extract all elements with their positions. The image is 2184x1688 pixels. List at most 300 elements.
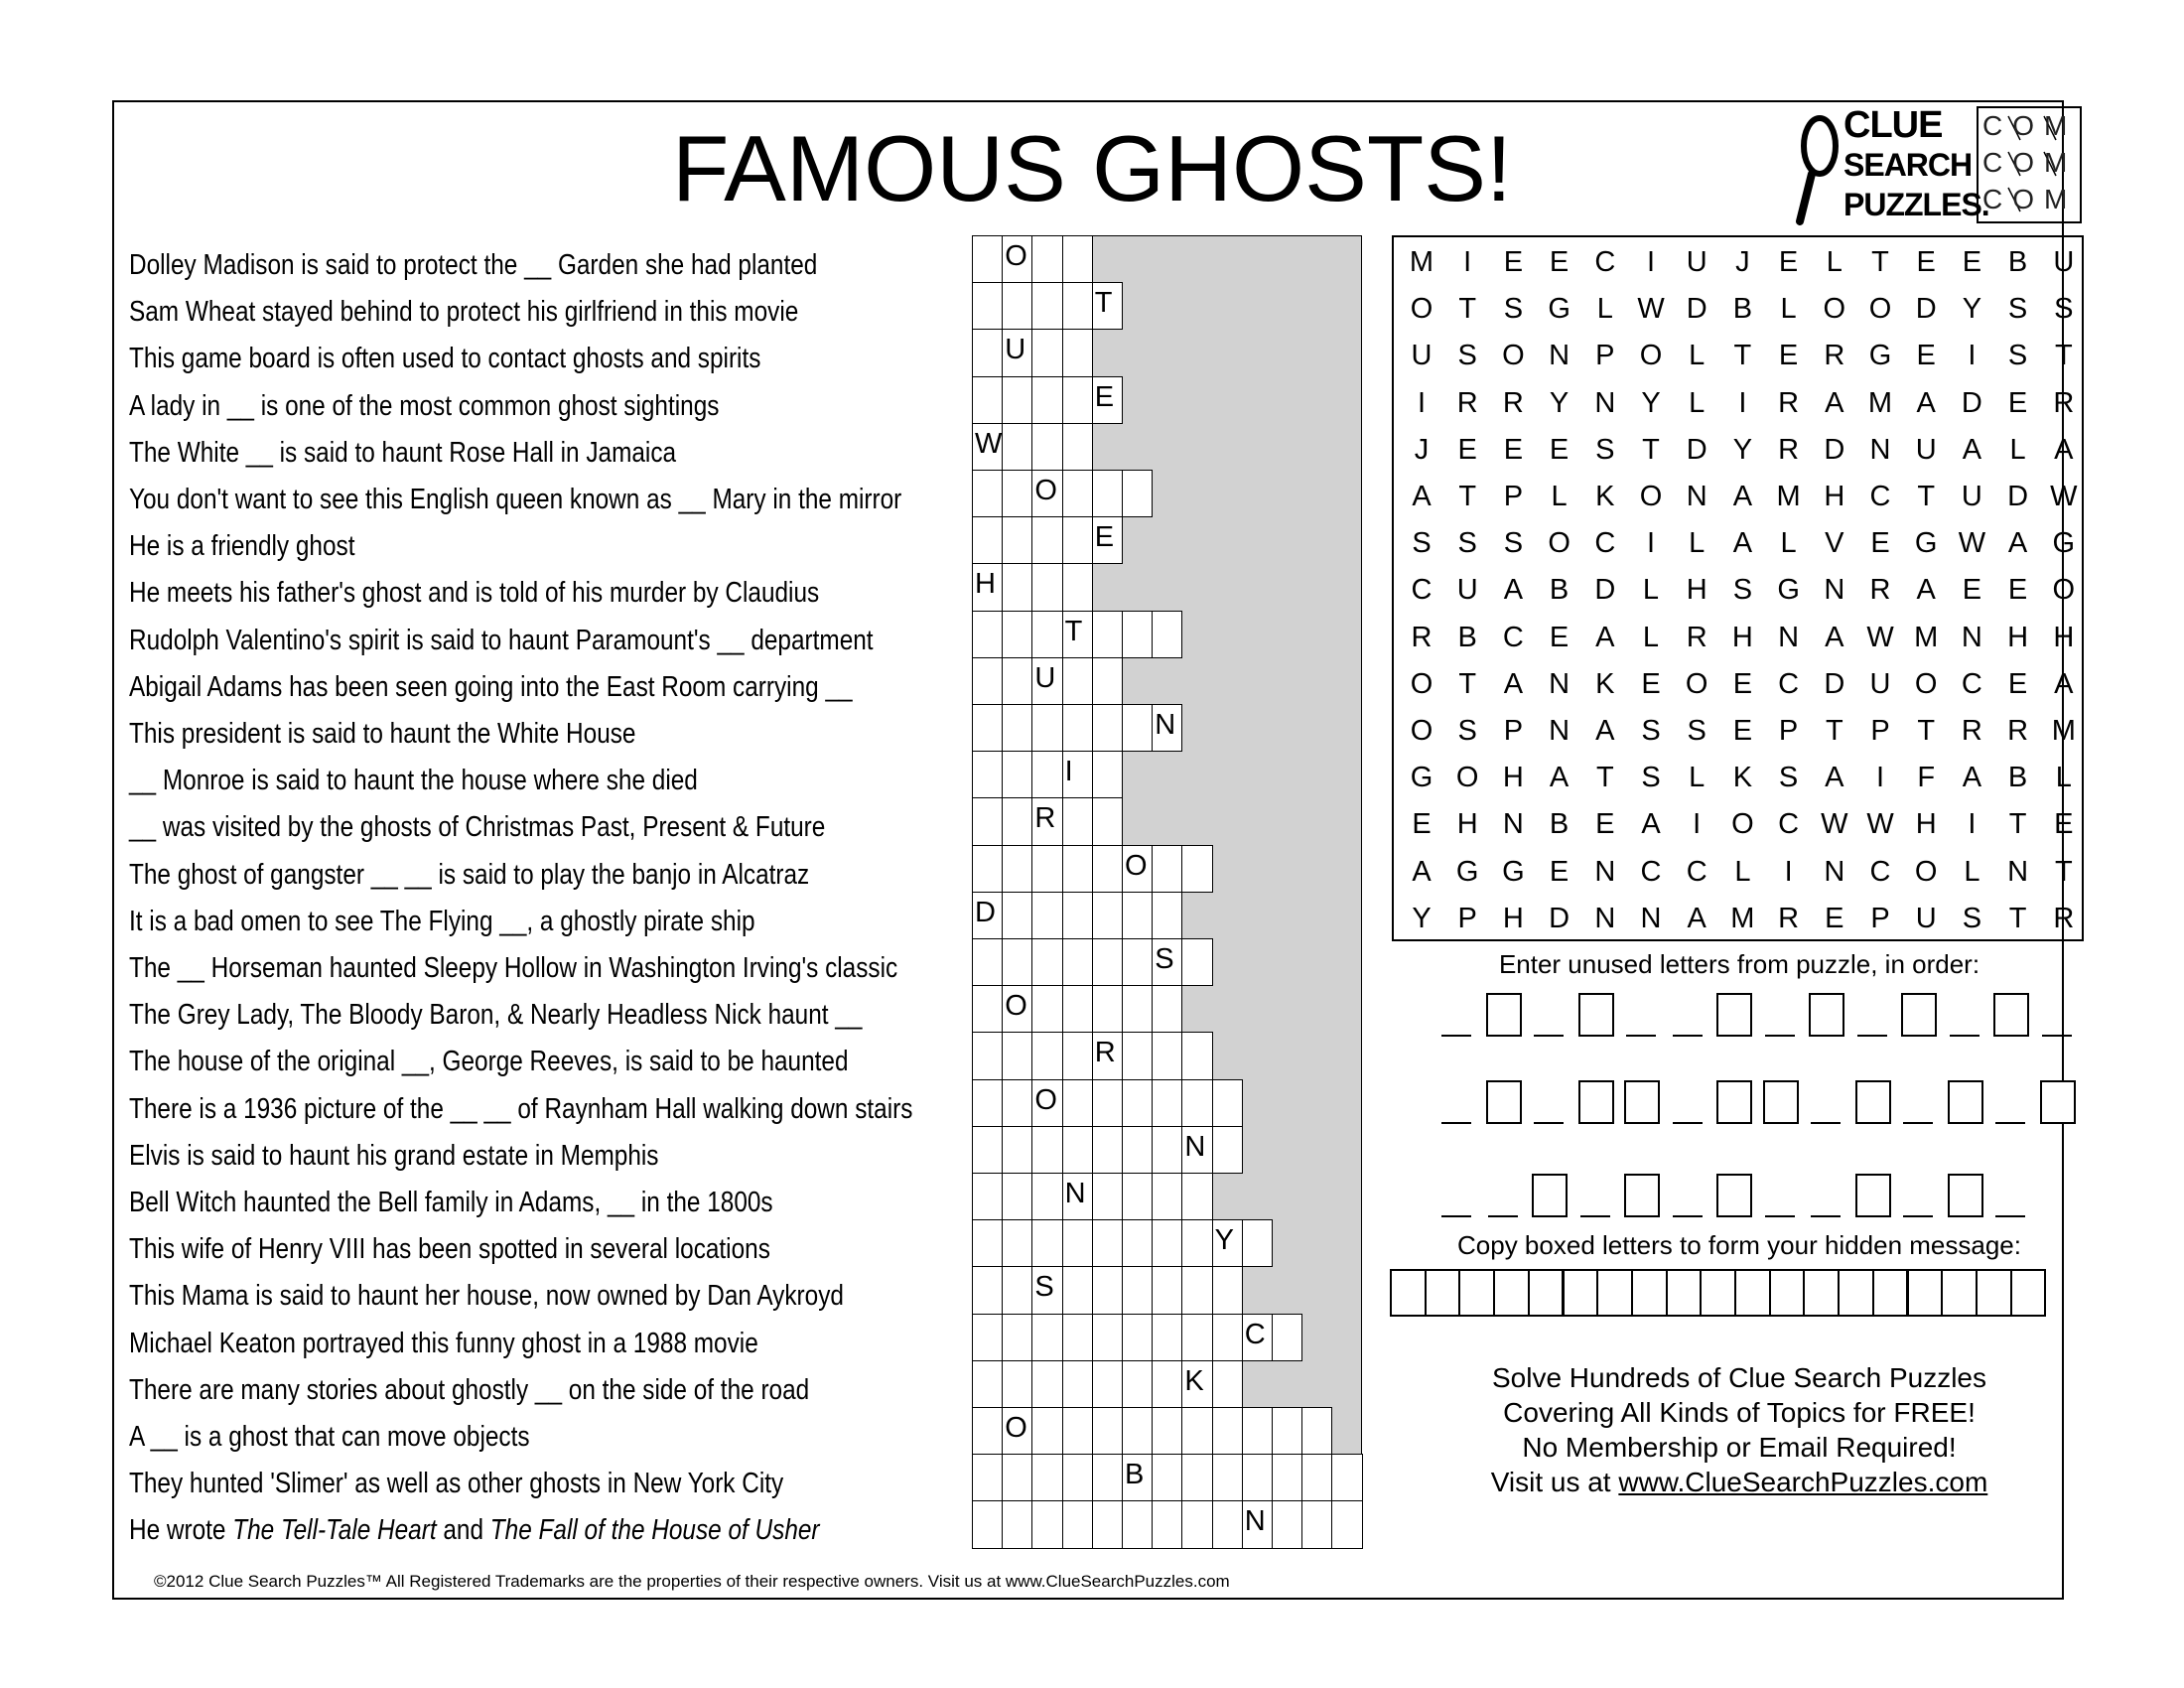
word-search-letter[interactable]: C (1594, 246, 1616, 278)
hidden-message-cell[interactable] (2010, 1269, 2047, 1317)
letter-box[interactable] (1763, 1080, 1799, 1124)
grid-cell[interactable] (972, 704, 1003, 752)
grid-cell[interactable] (1062, 1314, 1093, 1361)
grid-cell[interactable] (1092, 1454, 1123, 1501)
word-search-letter[interactable]: U (1411, 340, 1433, 372)
grid-cell[interactable] (1031, 516, 1062, 564)
word-search-letter[interactable]: I (1646, 246, 1656, 278)
word-search-letter[interactable]: M (1730, 902, 1755, 934)
grid-cell[interactable] (1002, 1032, 1032, 1079)
grid-cell[interactable] (1181, 1454, 1212, 1501)
grid-cell[interactable] (1122, 1314, 1153, 1361)
grid-cell[interactable] (1062, 611, 1093, 658)
word-search-letter[interactable]: I (1968, 808, 1977, 841)
grid-cell[interactable] (1212, 1314, 1243, 1361)
grid-cell[interactable] (1152, 1219, 1182, 1267)
grid-cell[interactable] (1031, 1407, 1062, 1455)
word-search-letter[interactable]: P (1778, 715, 1799, 747)
hidden-message-cell[interactable] (1941, 1269, 1978, 1317)
letter-box[interactable] (1948, 1080, 1983, 1124)
word-search-letter[interactable]: O (1502, 340, 1525, 372)
word-search-letter[interactable]: N (1778, 621, 1800, 653)
grid-cell[interactable] (1301, 1454, 1332, 1501)
word-search-letter[interactable]: G (1502, 855, 1525, 888)
word-search-letter[interactable]: O (1548, 527, 1570, 560)
grid-cell[interactable] (972, 1079, 1003, 1127)
word-search-letter[interactable]: H (1915, 808, 1937, 841)
grid-cell[interactable] (1002, 985, 1032, 1033)
grid-cell[interactable] (972, 892, 1003, 939)
word-search-letter[interactable]: T (1458, 481, 1477, 512)
grid-cell[interactable] (1002, 282, 1032, 330)
word-search-letter[interactable]: S (1778, 762, 1799, 794)
word-search-letter[interactable]: A (1549, 762, 1570, 794)
word-search-letter[interactable]: E (1549, 855, 1570, 888)
hidden-message-cell[interactable] (1458, 1269, 1495, 1317)
grid-cell[interactable] (1002, 563, 1032, 611)
grid-cell[interactable] (1212, 1360, 1243, 1408)
word-search-letter[interactable]: C (1502, 621, 1524, 653)
word-search-letter[interactable]: D (2007, 481, 2029, 512)
word-search-letter[interactable]: S (1962, 902, 1982, 934)
word-search-letter[interactable]: I (1784, 855, 1793, 888)
grid-cell[interactable] (1242, 1407, 1273, 1455)
word-search-letter[interactable]: R (1502, 386, 1524, 419)
grid-cell[interactable] (1062, 1032, 1093, 1079)
word-search-letter[interactable]: D (1594, 574, 1616, 607)
grid-cell[interactable] (1212, 1079, 1243, 1127)
word-search-letter[interactable]: W (1866, 621, 1894, 653)
grid-cell[interactable] (1272, 1314, 1302, 1361)
word-search-letter[interactable]: W (1866, 808, 1894, 841)
word-search-letter[interactable]: N (1824, 855, 1845, 888)
grid-cell[interactable] (1272, 1407, 1302, 1455)
grid-cell[interactable] (972, 282, 1003, 330)
grid-cell[interactable] (1062, 329, 1093, 376)
grid-cell[interactable] (972, 1407, 1003, 1455)
grid-cell[interactable] (1152, 1360, 1182, 1408)
grid-cell[interactable] (972, 1126, 1003, 1174)
grid-cell[interactable] (1122, 1266, 1153, 1314)
grid-cell[interactable] (1092, 1032, 1123, 1079)
hidden-message-cell[interactable] (1390, 1269, 1427, 1317)
grid-cell[interactable] (1181, 938, 1212, 986)
letter-blank[interactable] (1673, 1035, 1703, 1037)
word-search-letter[interactable]: A (1503, 667, 1524, 700)
grid-cell[interactable] (1122, 1032, 1153, 1079)
word-search-letter[interactable]: E (1641, 667, 1661, 700)
grid-cell[interactable] (1062, 282, 1093, 330)
letter-blank[interactable] (1441, 1215, 1471, 1217)
word-search-letter[interactable]: A (2007, 527, 2028, 560)
word-search-letter[interactable]: A (1595, 715, 1615, 747)
letter-blank[interactable] (1488, 1215, 1518, 1217)
grid-cell[interactable] (1092, 797, 1123, 845)
word-search-letter[interactable]: N (1594, 902, 1616, 934)
word-search-letter[interactable]: R (1411, 621, 1433, 653)
grid-cell[interactable] (1242, 1500, 1273, 1548)
word-search-letter[interactable]: R (1778, 433, 1800, 466)
word-search-letter[interactable]: K (1732, 762, 1753, 794)
grid-cell[interactable] (1031, 1500, 1062, 1548)
grid-cell[interactable] (1152, 1454, 1182, 1501)
grid-cell[interactable] (1152, 985, 1182, 1033)
grid-cell[interactable] (1062, 1219, 1093, 1267)
grid-cell[interactable] (1092, 1173, 1123, 1220)
word-search-letter[interactable]: L (1642, 574, 1660, 607)
word-search-letter[interactable]: G (1914, 527, 1938, 560)
grid-cell[interactable] (1092, 704, 1123, 752)
grid-cell[interactable] (1002, 470, 1032, 517)
word-search-letter[interactable]: A (1962, 433, 1982, 466)
word-search-letter[interactable]: N (1961, 621, 1982, 653)
letter-blank[interactable] (1811, 1215, 1841, 1217)
grid-cell[interactable] (1031, 1079, 1062, 1127)
grid-cell[interactable] (972, 657, 1003, 705)
grid-cell[interactable] (972, 235, 1003, 283)
word-search-letter[interactable]: S (1687, 715, 1706, 747)
grid-cell[interactable] (1152, 1407, 1182, 1455)
grid-cell[interactable] (1062, 1454, 1093, 1501)
word-search-letter[interactable]: E (1503, 433, 1524, 466)
word-search-letter[interactable]: E (2007, 667, 2028, 700)
grid-cell[interactable] (1152, 704, 1182, 752)
word-search-letter[interactable]: C (1961, 667, 1982, 700)
word-search-letter[interactable]: C (1594, 527, 1616, 560)
word-search-letter[interactable]: Y (1549, 386, 1570, 419)
word-search-letter[interactable]: R (1824, 340, 1845, 372)
word-search-letter[interactable]: O (1914, 855, 1938, 888)
word-search-letter[interactable]: S (1457, 715, 1477, 747)
grid-cell[interactable] (1062, 1126, 1093, 1174)
word-search-letter[interactable]: S (1641, 762, 1661, 794)
letter-box[interactable] (1855, 1174, 1891, 1217)
grid-cell[interactable] (1181, 845, 1212, 893)
grid-cell[interactable] (1031, 938, 1062, 986)
letter-blank[interactable] (1441, 1035, 1471, 1037)
word-search-letter[interactable]: G (2052, 527, 2076, 560)
grid-cell[interactable] (1152, 938, 1182, 986)
word-search-letter[interactable]: D (1824, 433, 1845, 466)
word-search-letter[interactable]: L (2055, 762, 2072, 794)
word-search-letter[interactable]: A (1412, 855, 1432, 888)
grid-cell[interactable] (1031, 329, 1062, 376)
grid-cell[interactable] (1062, 797, 1093, 845)
word-search-letter[interactable]: C (1778, 808, 1800, 841)
word-search-letter[interactable]: P (1595, 340, 1615, 372)
grid-cell[interactable] (1002, 797, 1032, 845)
word-search-letter[interactable]: H (1686, 574, 1707, 607)
word-search-letter[interactable]: C (1778, 667, 1800, 700)
grid-cell[interactable] (972, 470, 1003, 517)
word-search-letter[interactable]: N (1824, 574, 1845, 607)
grid-cell[interactable] (1062, 470, 1093, 517)
word-search-letter[interactable]: K (1595, 481, 1615, 512)
grid-cell[interactable] (1152, 892, 1182, 939)
word-search-letter[interactable]: E (1457, 433, 1477, 466)
letter-box[interactable] (1855, 1080, 1891, 1124)
word-search-letter[interactable]: E (2054, 808, 2074, 841)
clue-search-puzzles-logo[interactable] (1792, 106, 2086, 229)
grid-cell[interactable] (1031, 1314, 1062, 1361)
word-search-letter[interactable]: S (1641, 715, 1661, 747)
grid-cell[interactable] (1062, 1266, 1093, 1314)
grid-cell[interactable] (1002, 751, 1032, 798)
grid-cell[interactable] (1122, 1500, 1153, 1548)
grid-cell[interactable] (1092, 751, 1123, 798)
letter-box[interactable] (1716, 993, 1752, 1037)
word-search-letter[interactable]: M (1409, 246, 1434, 278)
hidden-message-cell[interactable] (1493, 1269, 1530, 1317)
word-search-letter[interactable]: O (1731, 808, 1754, 841)
word-search-letter[interactable]: C (1640, 855, 1662, 888)
word-search-letter[interactable]: L (1642, 621, 1660, 653)
grid-cell[interactable] (1031, 563, 1062, 611)
word-search-letter[interactable]: O (2052, 574, 2076, 607)
grid-cell[interactable] (1002, 1079, 1032, 1127)
word-search-letter[interactable]: T (1733, 340, 1752, 372)
grid-cell[interactable] (972, 423, 1003, 471)
word-search-letter[interactable]: T (1871, 246, 1889, 278)
grid-cell[interactable] (1181, 1407, 1212, 1455)
letter-blank[interactable] (1765, 1035, 1795, 1037)
word-search-letter[interactable]: S (1503, 293, 1524, 326)
grid-cell[interactable] (1092, 1266, 1123, 1314)
hidden-message-cell[interactable] (1631, 1269, 1668, 1317)
word-search-letter[interactable]: R (2053, 386, 2075, 419)
word-search-letter[interactable]: U (1915, 433, 1937, 466)
word-search-letter[interactable]: D (1824, 667, 1845, 700)
grid-cell[interactable] (1031, 985, 1062, 1033)
word-search-letter[interactable]: E (1825, 902, 1844, 934)
grid-cell[interactable] (1062, 1173, 1093, 1220)
word-search-letter[interactable]: T (1917, 715, 1936, 747)
letter-blank[interactable] (1811, 1122, 1841, 1124)
grid-cell[interactable] (1122, 470, 1153, 517)
grid-cell[interactable] (1092, 1407, 1123, 1455)
grid-cell[interactable] (1092, 1079, 1123, 1127)
letter-box[interactable] (2040, 1080, 2076, 1124)
word-search-letter[interactable]: A (1825, 762, 1844, 794)
grid-cell[interactable] (972, 751, 1003, 798)
grid-cell[interactable] (1181, 1079, 1212, 1127)
grid-cell[interactable] (972, 845, 1003, 893)
word-search-letter[interactable]: U (1869, 667, 1891, 700)
word-search-letter[interactable]: L (1780, 527, 1797, 560)
hidden-message-cell[interactable] (1596, 1269, 1633, 1317)
grid-cell[interactable] (1031, 376, 1062, 424)
grid-cell[interactable] (1092, 845, 1123, 893)
grid-cell[interactable] (1122, 1360, 1153, 1408)
grid-cell[interactable] (1152, 1500, 1182, 1548)
word-search-letter[interactable]: B (1549, 574, 1570, 607)
word-search-letter[interactable]: R (1778, 902, 1800, 934)
word-search-letter[interactable]: R (1778, 386, 1800, 419)
word-search-letter[interactable]: Y (1732, 433, 1753, 466)
word-search-letter[interactable]: N (1549, 667, 1570, 700)
grid-cell[interactable] (972, 329, 1003, 376)
word-search-letter[interactable]: N (1640, 902, 1662, 934)
grid-cell[interactable] (1092, 892, 1123, 939)
letter-box[interactable] (1809, 993, 1844, 1037)
word-search-letter[interactable]: G (1410, 762, 1433, 794)
word-search-letter[interactable]: S (2054, 293, 2074, 326)
grid-cell[interactable] (1002, 1407, 1032, 1455)
letter-box[interactable] (1532, 1174, 1568, 1217)
word-search-letter[interactable]: A (1732, 527, 1753, 560)
grid-cell[interactable] (1002, 704, 1032, 752)
grid-cell[interactable] (1242, 1454, 1273, 1501)
grid-cell[interactable] (1031, 704, 1062, 752)
grid-cell[interactable] (1002, 1126, 1032, 1174)
word-search-letter[interactable]: D (1915, 293, 1937, 326)
grid-cell[interactable] (1031, 611, 1062, 658)
word-search-letter[interactable]: L (1689, 527, 1706, 560)
grid-cell[interactable] (1002, 235, 1032, 283)
word-search-letter[interactable]: T (2054, 855, 2073, 888)
word-search-letter[interactable]: L (1964, 855, 1980, 888)
grid-cell[interactable] (1122, 1407, 1153, 1455)
hidden-message-cell[interactable] (1700, 1269, 1736, 1317)
word-search-letter[interactable]: E (1778, 246, 1799, 278)
grid-cell[interactable] (1062, 845, 1093, 893)
grid-cell[interactable] (1122, 938, 1153, 986)
grid-cell[interactable] (1031, 1173, 1062, 1220)
grid-cell[interactable] (1152, 611, 1182, 658)
grid-cell[interactable] (1092, 985, 1123, 1033)
word-search-letter[interactable]: I (1646, 527, 1656, 560)
letter-blank[interactable] (1626, 1035, 1656, 1037)
word-search-letter[interactable]: L (1689, 340, 1706, 372)
hidden-message-cell[interactable] (1563, 1269, 1599, 1317)
word-search-letter[interactable]: U (2053, 246, 2075, 278)
grid-cell[interactable] (972, 1173, 1003, 1220)
word-search-letter[interactable]: E (1962, 246, 1982, 278)
grid-cell[interactable] (1002, 938, 1032, 986)
word-search-letter[interactable]: O (1639, 340, 1663, 372)
website-link[interactable]: www.ClueSearchPuzzles.com (1618, 1467, 1988, 1497)
grid-cell[interactable] (1062, 657, 1093, 705)
letter-box[interactable] (1486, 1080, 1522, 1124)
grid-cell[interactable] (972, 1266, 1003, 1314)
grid-cell[interactable] (1062, 892, 1093, 939)
word-search-letter[interactable]: A (1962, 762, 1982, 794)
word-search-letter[interactable]: S (1457, 340, 1477, 372)
grid-cell[interactable] (1152, 1266, 1182, 1314)
word-search-letter[interactable]: I (1968, 340, 1977, 372)
grid-cell[interactable] (972, 938, 1003, 986)
letter-box[interactable] (1716, 1174, 1752, 1217)
grid-cell[interactable] (1031, 1126, 1062, 1174)
word-search-letter[interactable]: T (2008, 808, 2027, 841)
word-search-letter[interactable]: P (1457, 902, 1477, 934)
hidden-message-cell[interactable] (1425, 1269, 1461, 1317)
grid-cell[interactable] (1122, 845, 1153, 893)
grid-cell[interactable] (972, 611, 1003, 658)
grid-cell[interactable] (1062, 1407, 1093, 1455)
hidden-message-cell[interactable] (1769, 1269, 1806, 1317)
grid-cell[interactable] (1212, 1500, 1243, 1548)
word-search-letter[interactable]: D (1686, 433, 1707, 466)
grid-cell[interactable] (1242, 1219, 1273, 1267)
word-search-letter[interactable]: E (1549, 621, 1570, 653)
grid-cell[interactable] (1031, 423, 1062, 471)
grid-cell[interactable] (1331, 1500, 1362, 1548)
hidden-message-cell[interactable] (1907, 1269, 1944, 1317)
word-search-letter[interactable]: Y (1412, 902, 1432, 934)
word-search-letter[interactable]: W (1637, 293, 1665, 326)
word-search-letter[interactable]: I (1738, 386, 1747, 419)
grid-cell[interactable] (1212, 1407, 1243, 1455)
grid-cell[interactable] (1122, 1173, 1153, 1220)
letter-box[interactable] (1486, 993, 1522, 1037)
grid-cell[interactable] (1002, 376, 1032, 424)
grid-cell[interactable] (1152, 845, 1182, 893)
hidden-message-cell[interactable] (1803, 1269, 1840, 1317)
word-search-letter[interactable]: A (1825, 621, 1844, 653)
word-search-letter[interactable]: T (1917, 481, 1936, 512)
word-search-letter[interactable]: L (1689, 762, 1706, 794)
grid-cell[interactable] (1181, 1360, 1212, 1408)
hidden-message-cell[interactable] (1976, 1269, 2012, 1317)
word-search-letter[interactable]: E (1549, 433, 1570, 466)
word-search-letter[interactable]: P (1503, 715, 1524, 747)
word-search-letter[interactable]: P (1870, 902, 1890, 934)
word-search-letter[interactable]: L (1780, 293, 1797, 326)
grid-cell[interactable] (1122, 1079, 1153, 1127)
grid-cell[interactable] (1002, 423, 1032, 471)
grid-cell[interactable] (1031, 1360, 1062, 1408)
word-search-letter[interactable]: W (1821, 808, 1848, 841)
word-search-letter[interactable]: P (1503, 481, 1524, 512)
word-search-letter[interactable]: S (1457, 527, 1477, 560)
grid-cell[interactable] (1062, 751, 1093, 798)
grid-cell[interactable] (1031, 282, 1062, 330)
word-search-letter[interactable]: N (1594, 855, 1616, 888)
word-search-letter[interactable]: I (1693, 808, 1702, 841)
grid-cell[interactable] (1152, 1032, 1182, 1079)
word-search-letter[interactable]: Y (1962, 293, 1982, 326)
grid-cell[interactable] (1002, 1219, 1032, 1267)
grid-cell[interactable] (1031, 1454, 1062, 1501)
grid-cell[interactable] (1002, 1314, 1032, 1361)
grid-cell[interactable] (1092, 282, 1123, 330)
grid-cell[interactable] (1181, 1266, 1212, 1314)
word-search-letter[interactable]: E (2007, 574, 2028, 607)
grid-cell[interactable] (1152, 1079, 1182, 1127)
grid-cell[interactable] (1092, 657, 1123, 705)
word-search-letter[interactable]: B (1549, 808, 1570, 841)
grid-cell[interactable] (1181, 1314, 1212, 1361)
grid-cell[interactable] (1062, 376, 1093, 424)
grid-cell[interactable] (1062, 423, 1093, 471)
word-search-letter[interactable]: O (1410, 667, 1433, 700)
word-search-letter[interactable]: A (1916, 386, 1936, 419)
grid-cell[interactable] (1062, 704, 1093, 752)
word-search-letter[interactable]: A (1412, 481, 1432, 512)
grid-cell[interactable] (1092, 516, 1123, 564)
word-search-letter[interactable]: E (2007, 386, 2028, 419)
word-search-letter[interactable]: H (2007, 621, 2029, 653)
word-search-letter[interactable]: E (1870, 527, 1890, 560)
word-search-letter[interactable]: S (1595, 433, 1615, 466)
letter-blank[interactable] (1950, 1035, 1979, 1037)
grid-cell[interactable] (972, 797, 1003, 845)
grid-cell[interactable] (1331, 1454, 1362, 1501)
letter-blank[interactable] (1673, 1122, 1703, 1124)
grid-cell[interactable] (1092, 1360, 1123, 1408)
grid-cell[interactable] (1002, 892, 1032, 939)
